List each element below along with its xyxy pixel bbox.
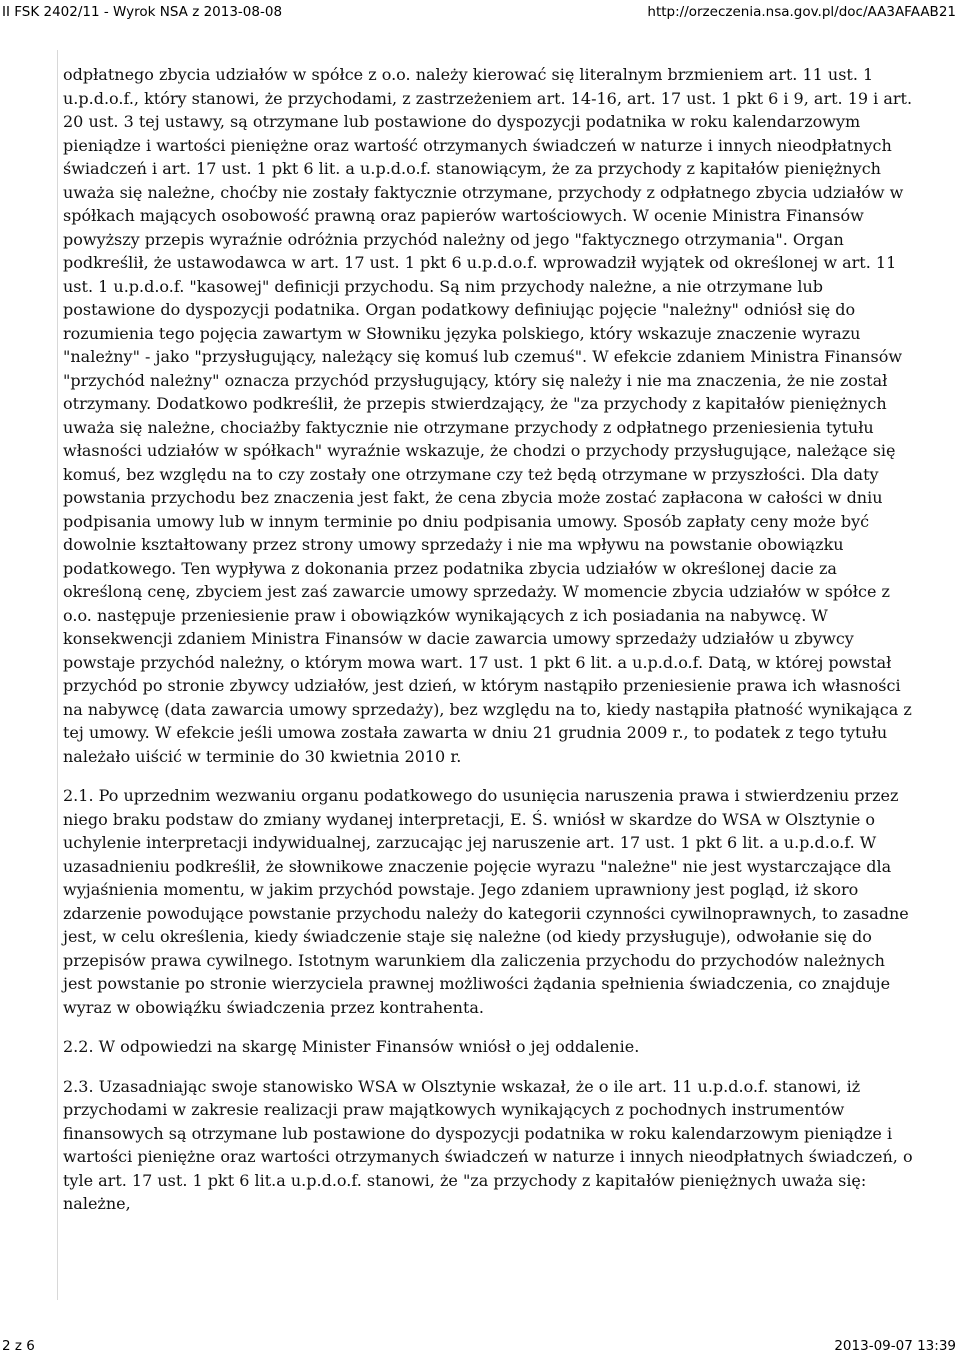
document-body [63, 63, 915, 1232]
paragraph-2-1: 2.1. Po uprzednim wezwaniu organu podatkowego do usunięcia naruszenia prawa i stwierdzeniu przez niego braku podstaw do zmiany wydanej interpretacji, E. Ś. wniósł w skardze do WSA w Olsztynie o uchylenie interpretacji indywidualnej, zarzucając jej naruszenie art. 17 ust. 1 pkt 6 lit. a u.p.d.o.f. W uzasadnieniu podkreślił, że słownikowe znaczenie pojęcie wyrazu "należne" nie jest wystarczające dla wyjaśnienia momentu, w jakim przychód powstaje. Jego zdaniem uprawniony jest pogląd, iż skoro zdarzenie powodujące powstanie przychodu należy do kategorii czynności cywilnoprawnych, to zasadne jest, w celu określenia, kiedy świadczenie staje się należne (od kiedy przysługuje), odwołanie się do przepisów prawa cywilnego. Istotnym warunkiem dla zaliczenia przychodu do przychodów należnych jest powstanie po stronie wierzyciela prawnej możliwości żądania spełnienia świadczenia, co znajduje wyraz w obowiąźku świadczenia przez kontrahenta. [63, 786, 909, 1017]
print-datetime: 2013-09-07 13:39 [834, 1338, 956, 1354]
document-title: II FSK 2402/11 - Wyrok NSA z 2013-08-08 [2, 4, 283, 20]
document-url[interactable]: http://orzeczenia.nsa.gov.pl/doc/AA3AFAAB21 [647, 4, 956, 20]
paragraph-2-3: 2.3. Uzasadniając swoje stanowisko WSA w Olsztynie wskazał, że o ile art. 11 u.p.d.o.f. stanowi, iż przychodami w zakresie realizacji praw majątkowych wynikających z pochodnych instrumentów finansowych są otrzymane lub postawione do dyspozycji podatnika w roku kalendarzowym pieniądze i wartości pieniężne oraz wartości otrzymanych świadczeń w naturze i innych nieodpłatnych świadczeń, o tyle art. 17 ust. 1 pkt 6 lit.a u.p.d.o.f. stanowi, że "za przychody z kapitałów pieniężnych uważa się: należne, [63, 1076, 913, 1213]
paragraph-2-2: 2.2. W odpowiedzi na skargę Minister Finansów wniósł o jej oddalenie. [63, 1037, 640, 1056]
paragraph-1: odpłatnego zbycia udziałów w spółce z o.o. należy kierować się literalnym brzmieniem art. 11 ust. 1 u.p.d.o.f., który stanowi, że przychodami, z zastrzeżeniem art. 14-16, art. 17 ust. 1 pkt 6 i 9, art. 19 i art. 20 ust. 3 tej ustawy, są otrzymane lub postawione do dyspozycji podatnika w roku kalendarzowym pieniądze i wartości pieniężne oraz wartość otrzymanych świadczeń w naturze i innych nieodpłatnych świadczeń i art. 17 ust. 1 pkt 6 lit. a u.p.d.o.f. stanowiącym, że za przychody z kapitałów pieniężnych uważa się należne, choćby nie zostały faktycznie otrzymane, przychody z odpłatnego zbycia udziałów w spółkach mających osobowość prawną oraz papierów wartościowych. W ocenie Ministra Finansów powyższy przepis wyraźnie odróżnia przychód należny od jego "faktycznego otrzymania". Organ podkreślił, że ustawodawca w art. 17 ust. 1 pkt 6 u.p.d.o.f. wprowadził wyjątek od określonej w art. 11 ust. 1 u.p.d.o.f. "kasowej" definicji przychodu. Są nim przychody należne, a nie otrzymane lub postawione do dyspozycji podatnika. Organ podatkowy definiując pojęcie "należny" odniósł się do rozumienia tego pojęcia zawartym w Słowniku języka polskiego, który wskazuje znaczenie wyrazu "należny" - jako "przysługujący, należący się komuś lub czemuś". W efekcie zdaniem Ministra Finansów "przychód należny" oznacza przychód przysługujący, który się należy i nie ma znaczenia, że nie został otrzymany. Dodatkowo podkreślił, że przepis stwierdzający, że "za przychody z kapitałów pieniężnych uważa się należne, chociażby faktycznie nie otrzymane przychody z odpłatnego przeniesienia tytułu własności udziałów w spółkach" wyraźnie wskazuje, że chodzi o przychody przysługujące, należące się komuś, bez względu na to czy zostały one otrzymane czy też będą otrzymane w przyszłości. Dla daty powstania przychodu bez znaczenia jest fakt, że cena zbycia może zostać zapłacona w całości w dniu podpisania umowy lub w innym terminie po dniu podpisania umowy. Sposób zapłaty ceny może być dowolnie kształtowany przez strony umowy sprzedaży i nie ma wpływu na powstanie obowiązku podatkowego. Ten wypływa z dokonania przez podatnika zbycia udziałów w określonej dacie za określoną cenę, zbyciem jest zaś zawarcie umowy sprzedaży. W momencie zbycia udziałów w spółce z o.o. następuje przeniesienie praw i obowiązków wynikających z ich posiadania na nabywcę. W konsekwencji zdaniem Ministra Finansów w dacie zawarcia umowy sprzedaży udziałów u zbywcy powstaje przychód należny, o którym mowa wart. 17 ust. 1 pkt 6 lit. a u.p.d.o.f. Datą, w której powstał przychód po stronie zbywcy udziałów, jest dzień, w którym nastąpiło przeniesienie prawa ich własności na nabywcę (data zawarcia umowy sprzedaży), bez względu na to, kiedy nastąpiła płatność wynikająca z tej umowy. W efekcie jeśli umowa została zawarta w dniu 21 grudnia 2009 r., to podatek z tego tytułu należało uiścić w terminie do 30 kwietnia 2010 r. [63, 65, 913, 766]
page-header [0, 0, 960, 22]
margin-line [57, 50, 58, 1300]
page-number: 2 z 6 [2, 1338, 35, 1354]
page-footer [0, 1338, 960, 1356]
